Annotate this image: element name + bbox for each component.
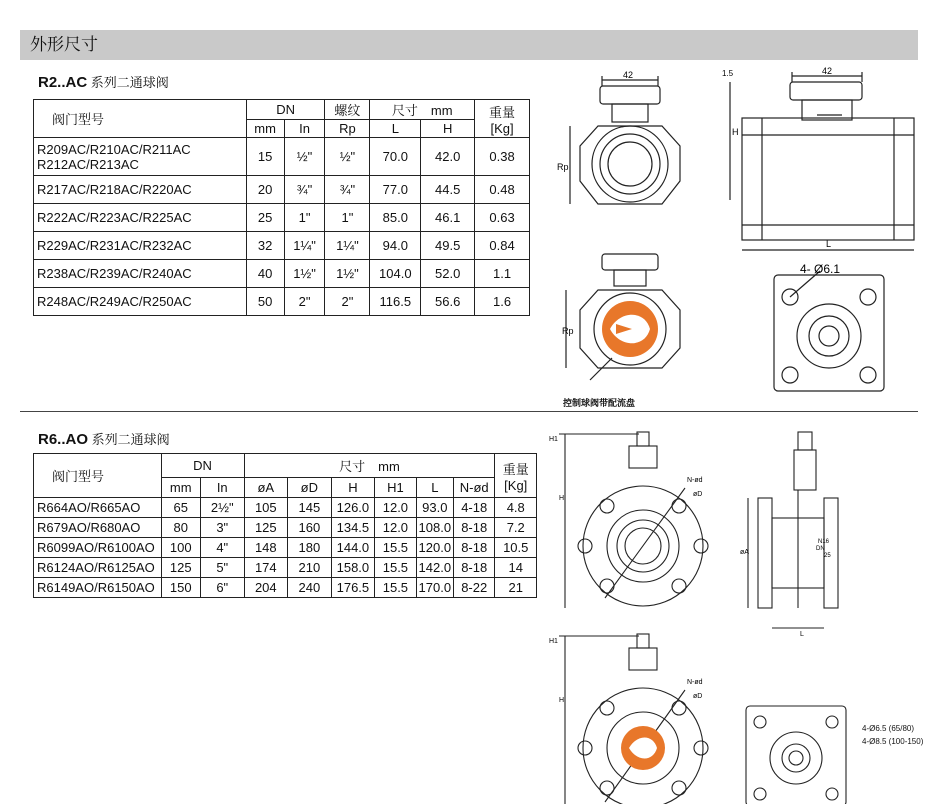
col-header-l: L <box>370 120 421 138</box>
col-header-oa: øA <box>244 478 288 498</box>
col-header-h: H <box>421 120 475 138</box>
table-row <box>34 260 530 288</box>
cell-mm: 150 <box>161 578 200 598</box>
cell-model: R222AC/R223AC/R225AC <box>34 204 247 232</box>
cell-l: 116.5 <box>370 288 421 316</box>
section-divider <box>20 411 918 412</box>
cell-l: 108.0 <box>416 518 453 538</box>
cell-nod: 8-22 <box>453 578 494 598</box>
cell-l: 170.0 <box>416 578 453 598</box>
h-label: H <box>559 495 565 502</box>
cell-rp: 2" <box>325 288 370 316</box>
section-header <box>20 30 918 60</box>
cell-mm: 50 <box>246 288 284 316</box>
n16-label: N16 <box>818 539 830 545</box>
cell-od: 210 <box>288 558 332 578</box>
cell-h1: 12.0 <box>375 518 416 538</box>
section2-title <box>38 429 170 448</box>
col-header-thread: 螺纹 <box>325 100 370 120</box>
cell-nod: 4-18 <box>453 498 494 518</box>
cell-h: 134.5 <box>331 518 375 538</box>
cell-model: R248AC/R249AC/R250AC <box>34 288 247 316</box>
r2ac-front-view-drawing <box>550 66 690 211</box>
r2ac-mount-view-drawing <box>770 255 920 395</box>
col-header-od: øD <box>288 478 332 498</box>
section2-title-rest: 系列二通球阀 <box>88 432 170 447</box>
cell-rp: ½" <box>325 138 370 176</box>
cell-nod: 8-18 <box>453 518 494 538</box>
table-row <box>34 558 537 578</box>
cell-rp: 1" <box>325 204 370 232</box>
cell-h: 126.0 <box>331 498 375 518</box>
cell-in: 3" <box>200 518 244 538</box>
cell-l: 142.0 <box>416 558 453 578</box>
od-label: øD <box>693 693 703 700</box>
cell-h: 42.0 <box>421 138 475 176</box>
cell-mm: 32 <box>246 232 284 260</box>
l-label: L <box>826 239 832 249</box>
r2ac-disk-view-drawing <box>550 250 690 395</box>
hole-note-2: 4-Ø8.5 (100-150) <box>862 737 924 746</box>
cell-oa: 204 <box>244 578 288 598</box>
cell-kg: 0.63 <box>475 204 530 232</box>
nd-label: N-ød <box>687 679 703 686</box>
cell-h: 46.1 <box>421 204 475 232</box>
cell-rp: ¾" <box>325 176 370 204</box>
cell-kg: 0.84 <box>475 232 530 260</box>
cell-in: 6" <box>200 578 244 598</box>
cell-in: 5" <box>200 558 244 578</box>
cell-h: 56.6 <box>421 288 475 316</box>
cell-kg: 14 <box>495 558 537 578</box>
cell-oa: 125 <box>244 518 288 538</box>
cell-in: 4" <box>200 538 244 558</box>
cell-nod: 8-18 <box>453 558 494 578</box>
cell-in: 1¼" <box>284 232 325 260</box>
od-label: øD <box>693 491 703 498</box>
col-header-weight-label: 重量 <box>502 461 529 477</box>
col-header-mm: mm <box>161 478 200 498</box>
cell-l: 85.0 <box>370 204 421 232</box>
table-row <box>34 578 537 598</box>
cell-h1: 15.5 <box>375 558 416 578</box>
r2ac-spec-table <box>33 99 530 316</box>
col-header-size: 尺寸 mm <box>370 100 475 120</box>
cell-kg: 21 <box>495 578 537 598</box>
cell-h1: 12.0 <box>375 498 416 518</box>
cell-l: 77.0 <box>370 176 421 204</box>
cell-in: ¾" <box>284 176 325 204</box>
r6ao-front-view-drawing <box>545 428 715 608</box>
r6ao-mount-view-drawing <box>742 700 852 804</box>
cell-kg: 7.2 <box>495 518 537 538</box>
cell-in: 2½" <box>200 498 244 518</box>
col-header-mm: mm <box>246 120 284 138</box>
cell-od: 240 <box>288 578 332 598</box>
cell-model: R6099AO/R6100AO <box>34 538 162 558</box>
col-header-kg: [Kg] <box>504 477 528 493</box>
cell-l: 94.0 <box>370 232 421 260</box>
col-header-h: H <box>331 478 375 498</box>
table-row <box>34 518 537 538</box>
cell-model <box>34 138 247 176</box>
cell-in: 2" <box>284 288 325 316</box>
section2-title-bold: R6..AO <box>38 431 89 448</box>
nd-label: N-ød <box>687 477 703 484</box>
cell-h: 144.0 <box>331 538 375 558</box>
cell-model: R6149AO/R6150AO <box>34 578 162 598</box>
table-row <box>34 138 530 176</box>
holes-label: 4- Ø6.1 <box>800 262 841 276</box>
section1-title <box>38 72 169 91</box>
cell-od: 180 <box>288 538 332 558</box>
col-header-model: 阀门型号 <box>34 100 247 138</box>
cell-in: 1½" <box>284 260 325 288</box>
table-row <box>34 204 530 232</box>
cell-h1: 15.5 <box>375 578 416 598</box>
cell-h: 52.0 <box>421 260 475 288</box>
cell-l: 120.0 <box>416 538 453 558</box>
r6ao-side-view-drawing <box>738 428 848 638</box>
cell-l: 70.0 <box>370 138 421 176</box>
h1-label: H1 <box>549 436 558 443</box>
l-label: L <box>800 631 804 638</box>
cell-model: R6124AO/R6125AO <box>34 558 162 578</box>
table-row <box>34 232 530 260</box>
col-header-dn: DN <box>161 454 244 478</box>
flow-disc-caption: 控制球阀带配流盘 <box>563 398 636 408</box>
cell-nod: 8-18 <box>453 538 494 558</box>
cell-model: R229AC/R231AC/R232AC <box>34 232 247 260</box>
dim-42-label: 42 <box>623 70 634 80</box>
cell-od: 160 <box>288 518 332 538</box>
cell-kg: 1.6 <box>475 288 530 316</box>
cell-kg: 4.8 <box>495 498 537 518</box>
cell-model: R679AO/R680AO <box>34 518 162 538</box>
col-header-dn: DN <box>246 100 325 120</box>
cell-rp: 1¼" <box>325 232 370 260</box>
r6ao-spec-table <box>33 453 537 598</box>
cell-model: R238AC/R239AC/R240AC <box>34 260 247 288</box>
cell-mm: 65 <box>161 498 200 518</box>
cell-model-line2: R212AC/R213AC <box>37 156 139 172</box>
rp-label: Rp <box>557 162 569 172</box>
table-row <box>34 498 537 518</box>
cell-h: 49.5 <box>421 232 475 260</box>
25-label: 25 <box>824 553 831 559</box>
col-header-l: L <box>416 478 453 498</box>
table-row <box>34 538 537 558</box>
cell-kg: 10.5 <box>495 538 537 558</box>
cell-oa: 105 <box>244 498 288 518</box>
cell-h1: 15.5 <box>375 538 416 558</box>
cell-oa: 148 <box>244 538 288 558</box>
h-label: H <box>559 697 565 704</box>
section1-title-bold: R2..AC <box>38 74 88 91</box>
cell-h: 158.0 <box>331 558 375 578</box>
rp-label: Rp <box>562 326 574 336</box>
col-header-nod: N-ød <box>453 478 494 498</box>
cell-model: R217AC/R218AC/R220AC <box>34 176 247 204</box>
cell-mm: 80 <box>161 518 200 538</box>
cell-l: 93.0 <box>416 498 453 518</box>
cell-kg: 1.1 <box>475 260 530 288</box>
h-label: H <box>732 127 739 137</box>
section1-title-rest: 系列二通球阀 <box>87 75 169 90</box>
cell-mm: 20 <box>246 176 284 204</box>
cell-h: 44.5 <box>421 176 475 204</box>
col-header-h1: H1 <box>375 478 416 498</box>
col-header-weight <box>475 100 530 138</box>
cell-in: ½" <box>284 138 325 176</box>
dn-label: DN <box>816 546 825 552</box>
r6ao-disk-view-drawing <box>545 630 715 804</box>
section-header-title: 外形尺寸 <box>30 35 98 54</box>
dim-15-label: 1.5 <box>722 69 734 78</box>
r2ac-side-view-drawing <box>722 60 922 256</box>
cell-kg: 0.48 <box>475 176 530 204</box>
col-header-size: 尺寸 mm <box>244 454 495 478</box>
hole-note-1: 4-Ø6.5 (65/80) <box>862 724 915 733</box>
cell-mm: 40 <box>246 260 284 288</box>
cell-mm: 15 <box>246 138 284 176</box>
cell-mm: 100 <box>161 538 200 558</box>
col-header-in: In <box>200 478 244 498</box>
cell-l: 104.0 <box>370 260 421 288</box>
h1-label: H1 <box>549 638 558 645</box>
col-header-weight <box>495 454 537 498</box>
cell-model: R664AO/R665AO <box>34 498 162 518</box>
cell-oa: 174 <box>244 558 288 578</box>
dim-42-label: 42 <box>822 66 833 76</box>
cell-model-line1: R209AC/R210AC/R211AC <box>37 141 191 157</box>
cell-in: 1" <box>284 204 325 232</box>
col-header-kg: [Kg] <box>490 120 514 136</box>
cell-mm: 125 <box>161 558 200 578</box>
col-header-model: 阀门型号 <box>34 454 162 498</box>
col-header-rp: Rp <box>325 120 370 138</box>
col-header-in: In <box>284 120 325 138</box>
col-header-weight-label: 重量 <box>489 104 516 120</box>
oa-label: øA <box>740 549 749 556</box>
table-row <box>34 288 530 316</box>
cell-kg: 0.38 <box>475 138 530 176</box>
table-row <box>34 176 530 204</box>
cell-od: 145 <box>288 498 332 518</box>
cell-rp: 1½" <box>325 260 370 288</box>
cell-h: 176.5 <box>331 578 375 598</box>
cell-mm: 25 <box>246 204 284 232</box>
